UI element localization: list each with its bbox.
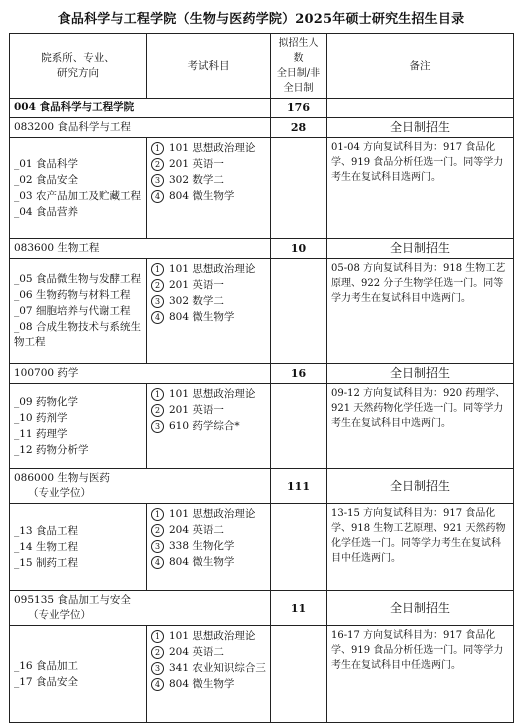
subject-item xyxy=(151,661,266,676)
subject-text: 338 生物化学 xyxy=(169,540,235,552)
subject-item xyxy=(151,157,266,172)
direction-item: _10 药剂学 xyxy=(14,411,68,424)
subject-text: 302 数学二 xyxy=(169,295,224,307)
subject-text: 204 英语二 xyxy=(169,524,224,536)
detail-row xyxy=(10,384,514,469)
number-circle-icon: 1 xyxy=(151,388,164,401)
number-circle-icon: 4 xyxy=(151,311,164,324)
number-circle-icon: 2 xyxy=(151,404,164,417)
direction-item: _02 食品安全 xyxy=(14,173,78,186)
detail-row xyxy=(10,259,514,364)
number-circle-icon: 1 xyxy=(151,142,164,155)
direction-item: _17 食品安全 xyxy=(14,675,78,688)
direction-item: _12 药物分析学 xyxy=(14,443,89,456)
subjects-cell xyxy=(147,504,271,591)
subject-text: 804 微生物学 xyxy=(169,678,235,690)
subjects-cell xyxy=(147,138,271,239)
page-title: 食品科学与工程学院（生物与医药学院）2025年硕士研究生招生目录 xyxy=(57,12,465,27)
directions-cell xyxy=(10,626,147,723)
header-quota: 拟招生人数 全日制/非 全日制 xyxy=(271,34,327,99)
major-code-name: 083600 生物工程 xyxy=(14,242,100,254)
directions-cell xyxy=(10,138,147,239)
number-circle-icon: 2 xyxy=(151,279,164,292)
subject-text: 101 思想政治理论 xyxy=(169,388,256,400)
subject-item xyxy=(151,294,266,309)
subject-item xyxy=(151,645,266,660)
subject-item xyxy=(151,310,266,325)
note-cell: 05-08 方向复试科目为：918 生物工艺原理、922 分子生物学任选一门。同等学力考生在复试科目中选两门。 xyxy=(327,259,514,364)
quota-blank-cell xyxy=(271,259,327,364)
major-label xyxy=(10,239,271,259)
direction-item: _09 药物化学 xyxy=(14,395,78,408)
college-quota: 176 xyxy=(271,99,327,118)
college-row xyxy=(10,99,514,118)
major-label xyxy=(10,469,271,504)
major-quota: 28 xyxy=(271,118,327,138)
number-circle-icon: 3 xyxy=(151,420,164,433)
major-row xyxy=(10,118,514,138)
major-code-name: 083200 食品科学与工程 xyxy=(14,121,131,133)
directions-cell xyxy=(10,384,147,469)
subject-item xyxy=(151,262,266,277)
number-circle-icon: 1 xyxy=(151,630,164,643)
number-circle-icon: 4 xyxy=(151,556,164,569)
number-circle-icon: 2 xyxy=(151,524,164,537)
major-quota: 10 xyxy=(271,239,327,259)
header-dept: 院系所、专业、 研究方向 xyxy=(10,34,147,99)
direction-item: _06 生物药物与材料工程 xyxy=(14,289,131,301)
major-label xyxy=(10,591,271,626)
quota-blank-cell xyxy=(271,138,327,239)
major-label xyxy=(10,364,271,384)
subject-item xyxy=(151,539,266,554)
subject-text: 804 微生物学 xyxy=(169,311,235,323)
subject-text: 101 思想政治理论 xyxy=(169,263,256,275)
subject-text: 804 微生物学 xyxy=(169,556,235,568)
subject-text: 101 思想政治理论 xyxy=(169,630,256,642)
subject-item xyxy=(151,677,266,692)
subject-item xyxy=(151,507,266,522)
number-circle-icon: 2 xyxy=(151,158,164,171)
sections-body xyxy=(10,118,514,723)
subject-text: 201 英语一 xyxy=(169,158,224,170)
major-row xyxy=(10,591,514,626)
major-quota: 11 xyxy=(271,591,327,626)
number-circle-icon: 3 xyxy=(151,540,164,553)
header-subjects: 考试科目 xyxy=(147,34,271,99)
quota-blank-cell xyxy=(271,504,327,591)
number-circle-icon: 4 xyxy=(151,190,164,203)
direction-item: _08 合成生物技术与系统生物工程 xyxy=(14,321,141,348)
quota-blank-cell xyxy=(271,626,327,723)
college-notes xyxy=(327,99,514,118)
subject-text: 204 英语二 xyxy=(169,646,224,658)
enrollment-mode: 全日制招生 xyxy=(327,118,514,138)
subjects-cell xyxy=(147,384,271,469)
subject-text: 201 英语一 xyxy=(169,279,224,291)
subjects-cell xyxy=(147,626,271,723)
number-circle-icon: 3 xyxy=(151,174,164,187)
direction-item: _03 农产品加工及贮藏工程 xyxy=(14,189,141,202)
note-cell: 09-12 方向复试科目为：920 药理学、921 天然药物化学任选一门。同等学力考生在复试科目中选两门。 xyxy=(327,384,514,469)
subject-text: 201 英语一 xyxy=(169,404,224,416)
number-circle-icon: 3 xyxy=(151,295,164,308)
major-row xyxy=(10,239,514,259)
direction-item: _01 食品科学 xyxy=(14,157,78,170)
major-label xyxy=(10,118,271,138)
directions-cell xyxy=(10,259,147,364)
direction-item: _05 食品微生物与发酵工程 xyxy=(14,273,141,285)
subject-item xyxy=(151,555,266,570)
subject-item xyxy=(151,141,266,156)
subject-text: 610 药学综合* xyxy=(169,420,240,432)
major-quota: 16 xyxy=(271,364,327,384)
number-circle-icon: 3 xyxy=(151,662,164,675)
subject-item xyxy=(151,403,266,418)
direction-item: _15 制药工程 xyxy=(14,556,78,569)
quota-blank-cell xyxy=(271,384,327,469)
detail-row xyxy=(10,504,514,591)
number-circle-icon: 2 xyxy=(151,646,164,659)
header-notes: 备注 xyxy=(327,34,514,99)
catalog-table xyxy=(9,33,514,723)
subject-item xyxy=(151,173,266,188)
subject-item xyxy=(151,278,266,293)
subject-item xyxy=(151,387,266,402)
note-cell: 01-04 方向复试科目为：917 食品化学、919 食品分析任选一门。同等学力考生在复试科目选两门。 xyxy=(327,138,514,239)
major-quota: 111 xyxy=(271,469,327,504)
enrollment-mode: 全日制招生 xyxy=(327,591,514,626)
note-cell: 13-15 方向复试科目为：917 食品化学、918 生物工艺原理、921 天然药物化学任选一门。同等学力考生在复试科目中任选两门。 xyxy=(327,504,514,591)
subject-text: 341 农业知识综合三 xyxy=(169,662,266,674)
detail-row xyxy=(10,138,514,239)
major-code-name: 095135 食品加工与安全 xyxy=(14,594,131,606)
direction-item: _14 生物工程 xyxy=(14,540,78,553)
number-circle-icon: 1 xyxy=(151,508,164,521)
direction-item: _11 药理学 xyxy=(14,427,68,440)
major-code-name: 100700 药学 xyxy=(14,367,79,379)
number-circle-icon: 1 xyxy=(151,263,164,276)
subject-text: 101 思想政治理论 xyxy=(169,508,256,520)
major-row xyxy=(10,364,514,384)
subject-text: 804 微生物学 xyxy=(169,190,235,202)
enrollment-mode: 全日制招生 xyxy=(327,364,514,384)
note-cell: 16-17 方向复试科目为：917 食品化学、919 食品分析任选一门。同等学力考生在复试科目中任选两门。 xyxy=(327,626,514,723)
direction-item: _04 食品营养 xyxy=(14,205,78,218)
subject-text: 101 思想政治理论 xyxy=(169,142,256,154)
subject-item xyxy=(151,419,266,434)
enrollment-mode: 全日制招生 xyxy=(327,239,514,259)
subject-item xyxy=(151,189,266,204)
subject-item xyxy=(151,523,266,538)
major-row xyxy=(10,469,514,504)
number-circle-icon: 4 xyxy=(151,678,164,691)
major-degree-type: （专业学位） xyxy=(28,609,91,621)
major-code-name: 086000 生物与医药 xyxy=(14,472,110,484)
subject-text: 302 数学二 xyxy=(169,174,224,186)
college-label: 004 食品科学与工程学院 xyxy=(10,99,271,118)
major-degree-type: （专业学位） xyxy=(28,487,91,499)
subjects-cell xyxy=(147,259,271,364)
subject-item xyxy=(151,629,266,644)
detail-row xyxy=(10,626,514,723)
header-row xyxy=(10,34,514,99)
direction-item: _13 食品工程 xyxy=(14,524,78,537)
directions-cell xyxy=(10,504,147,591)
direction-item: _07 细胞培养与代谢工程 xyxy=(14,305,131,317)
enrollment-mode: 全日制招生 xyxy=(327,469,514,504)
direction-item: _16 食品加工 xyxy=(14,659,78,672)
